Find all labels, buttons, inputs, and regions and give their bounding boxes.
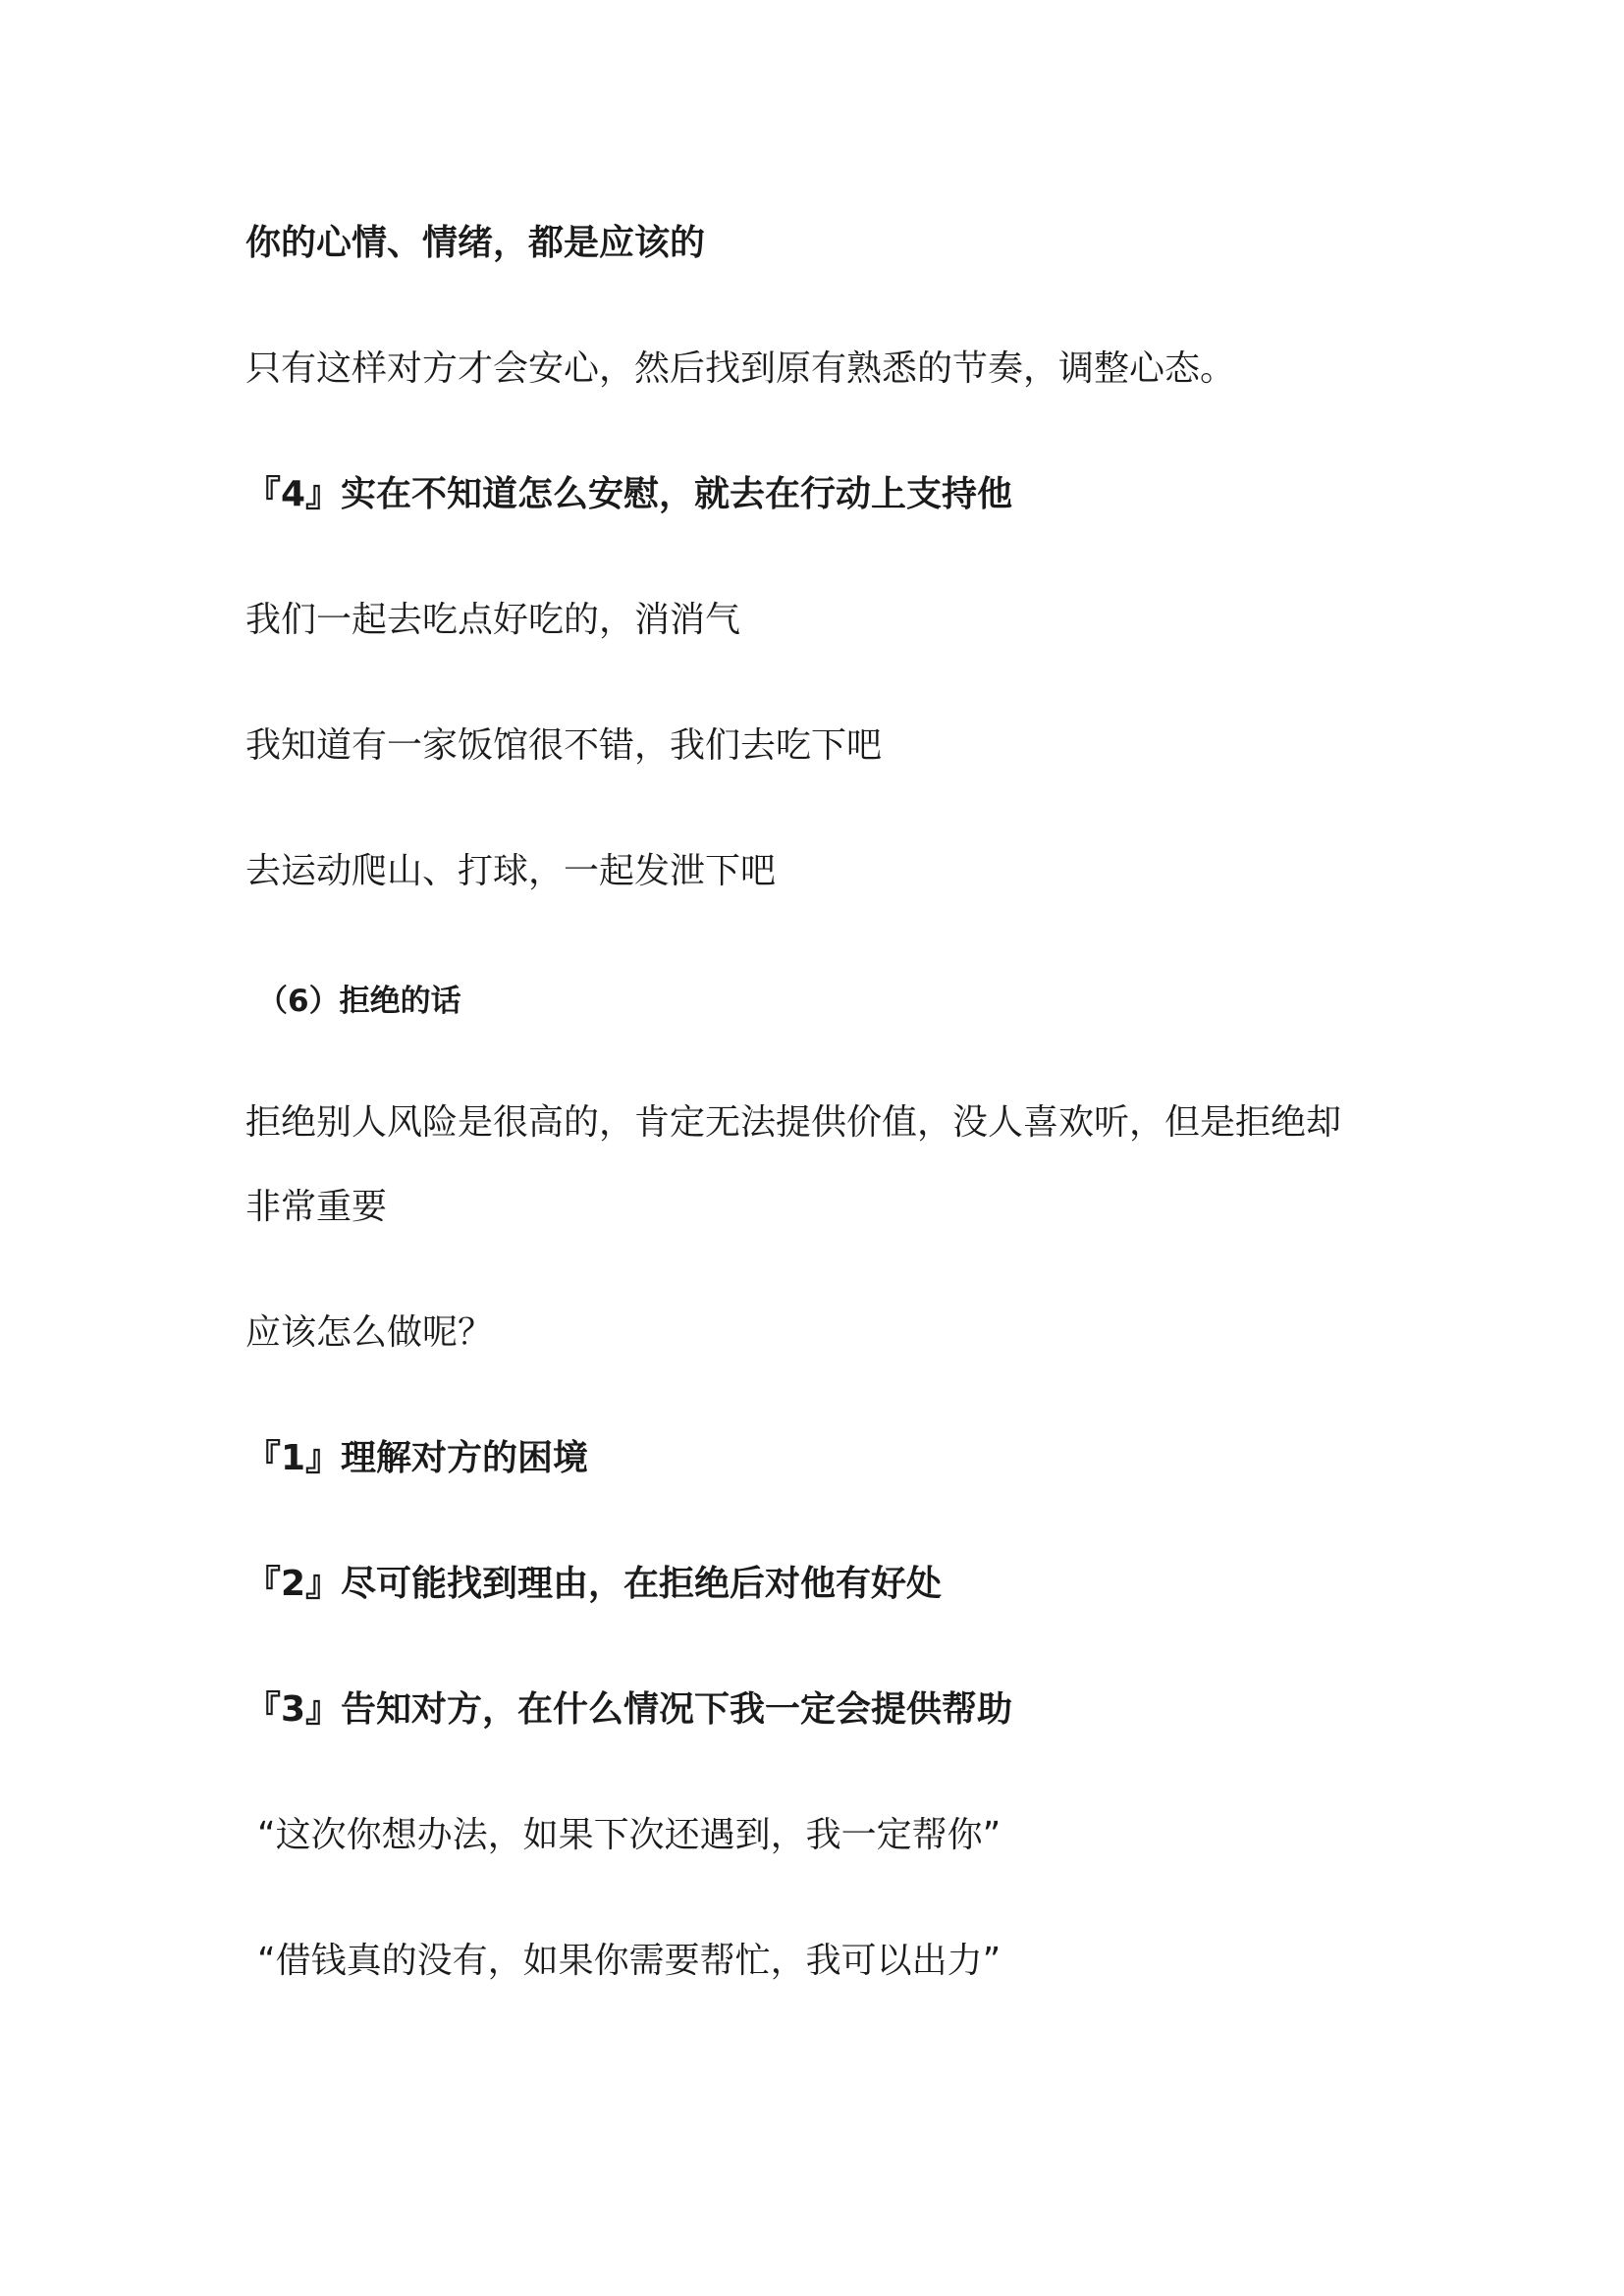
paragraph-reassure: 只有这样对方才会安心，然后找到原有熟悉的节奏，调整心态。 [245, 348, 1236, 389]
bold-heading-point-4: 『4』实在不知道怎么安慰，就去在行动上支持他 [245, 474, 1013, 514]
paragraph-how-to: 应该怎么做呢？ [245, 1312, 494, 1353]
paragraph-refusal-risk-line2: 非常重要 [245, 1187, 388, 1227]
paragraph-exercise: 去运动爬山、打球，一起发泄下吧 [245, 851, 777, 891]
section-heading-refusal: （6）拒绝的话 [257, 984, 461, 1019]
bold-heading-point-1: 『1』理解对方的困境 [245, 1438, 589, 1478]
bold-heading-feelings: 你的心情、情绪，都是应该的 [245, 223, 706, 263]
quote-borrow-money: “借钱真的没有，如果你需要帮忙，我可以出力” [257, 1941, 1001, 1981]
bold-heading-point-3: 『3』告知对方，在什么情况下我一定会提供帮助 [245, 1689, 1013, 1730]
paragraph-refusal-risk-line1: 拒绝别人风险是很高的，肯定无法提供价值，没人喜欢听，但是拒绝却 [245, 1102, 1342, 1143]
paragraph-eat-together: 我们一起去吃点好吃的，消消气 [245, 600, 741, 640]
bold-heading-point-2: 『2』尽可能找到理由，在拒绝后对他有好处 [245, 1564, 943, 1604]
paragraph-restaurant: 我知道有一家饭馆很不错，我们去吃下吧 [245, 725, 883, 766]
quote-next-time: “这次你想办法，如果下次还遇到，我一定帮你” [257, 1815, 1001, 1855]
